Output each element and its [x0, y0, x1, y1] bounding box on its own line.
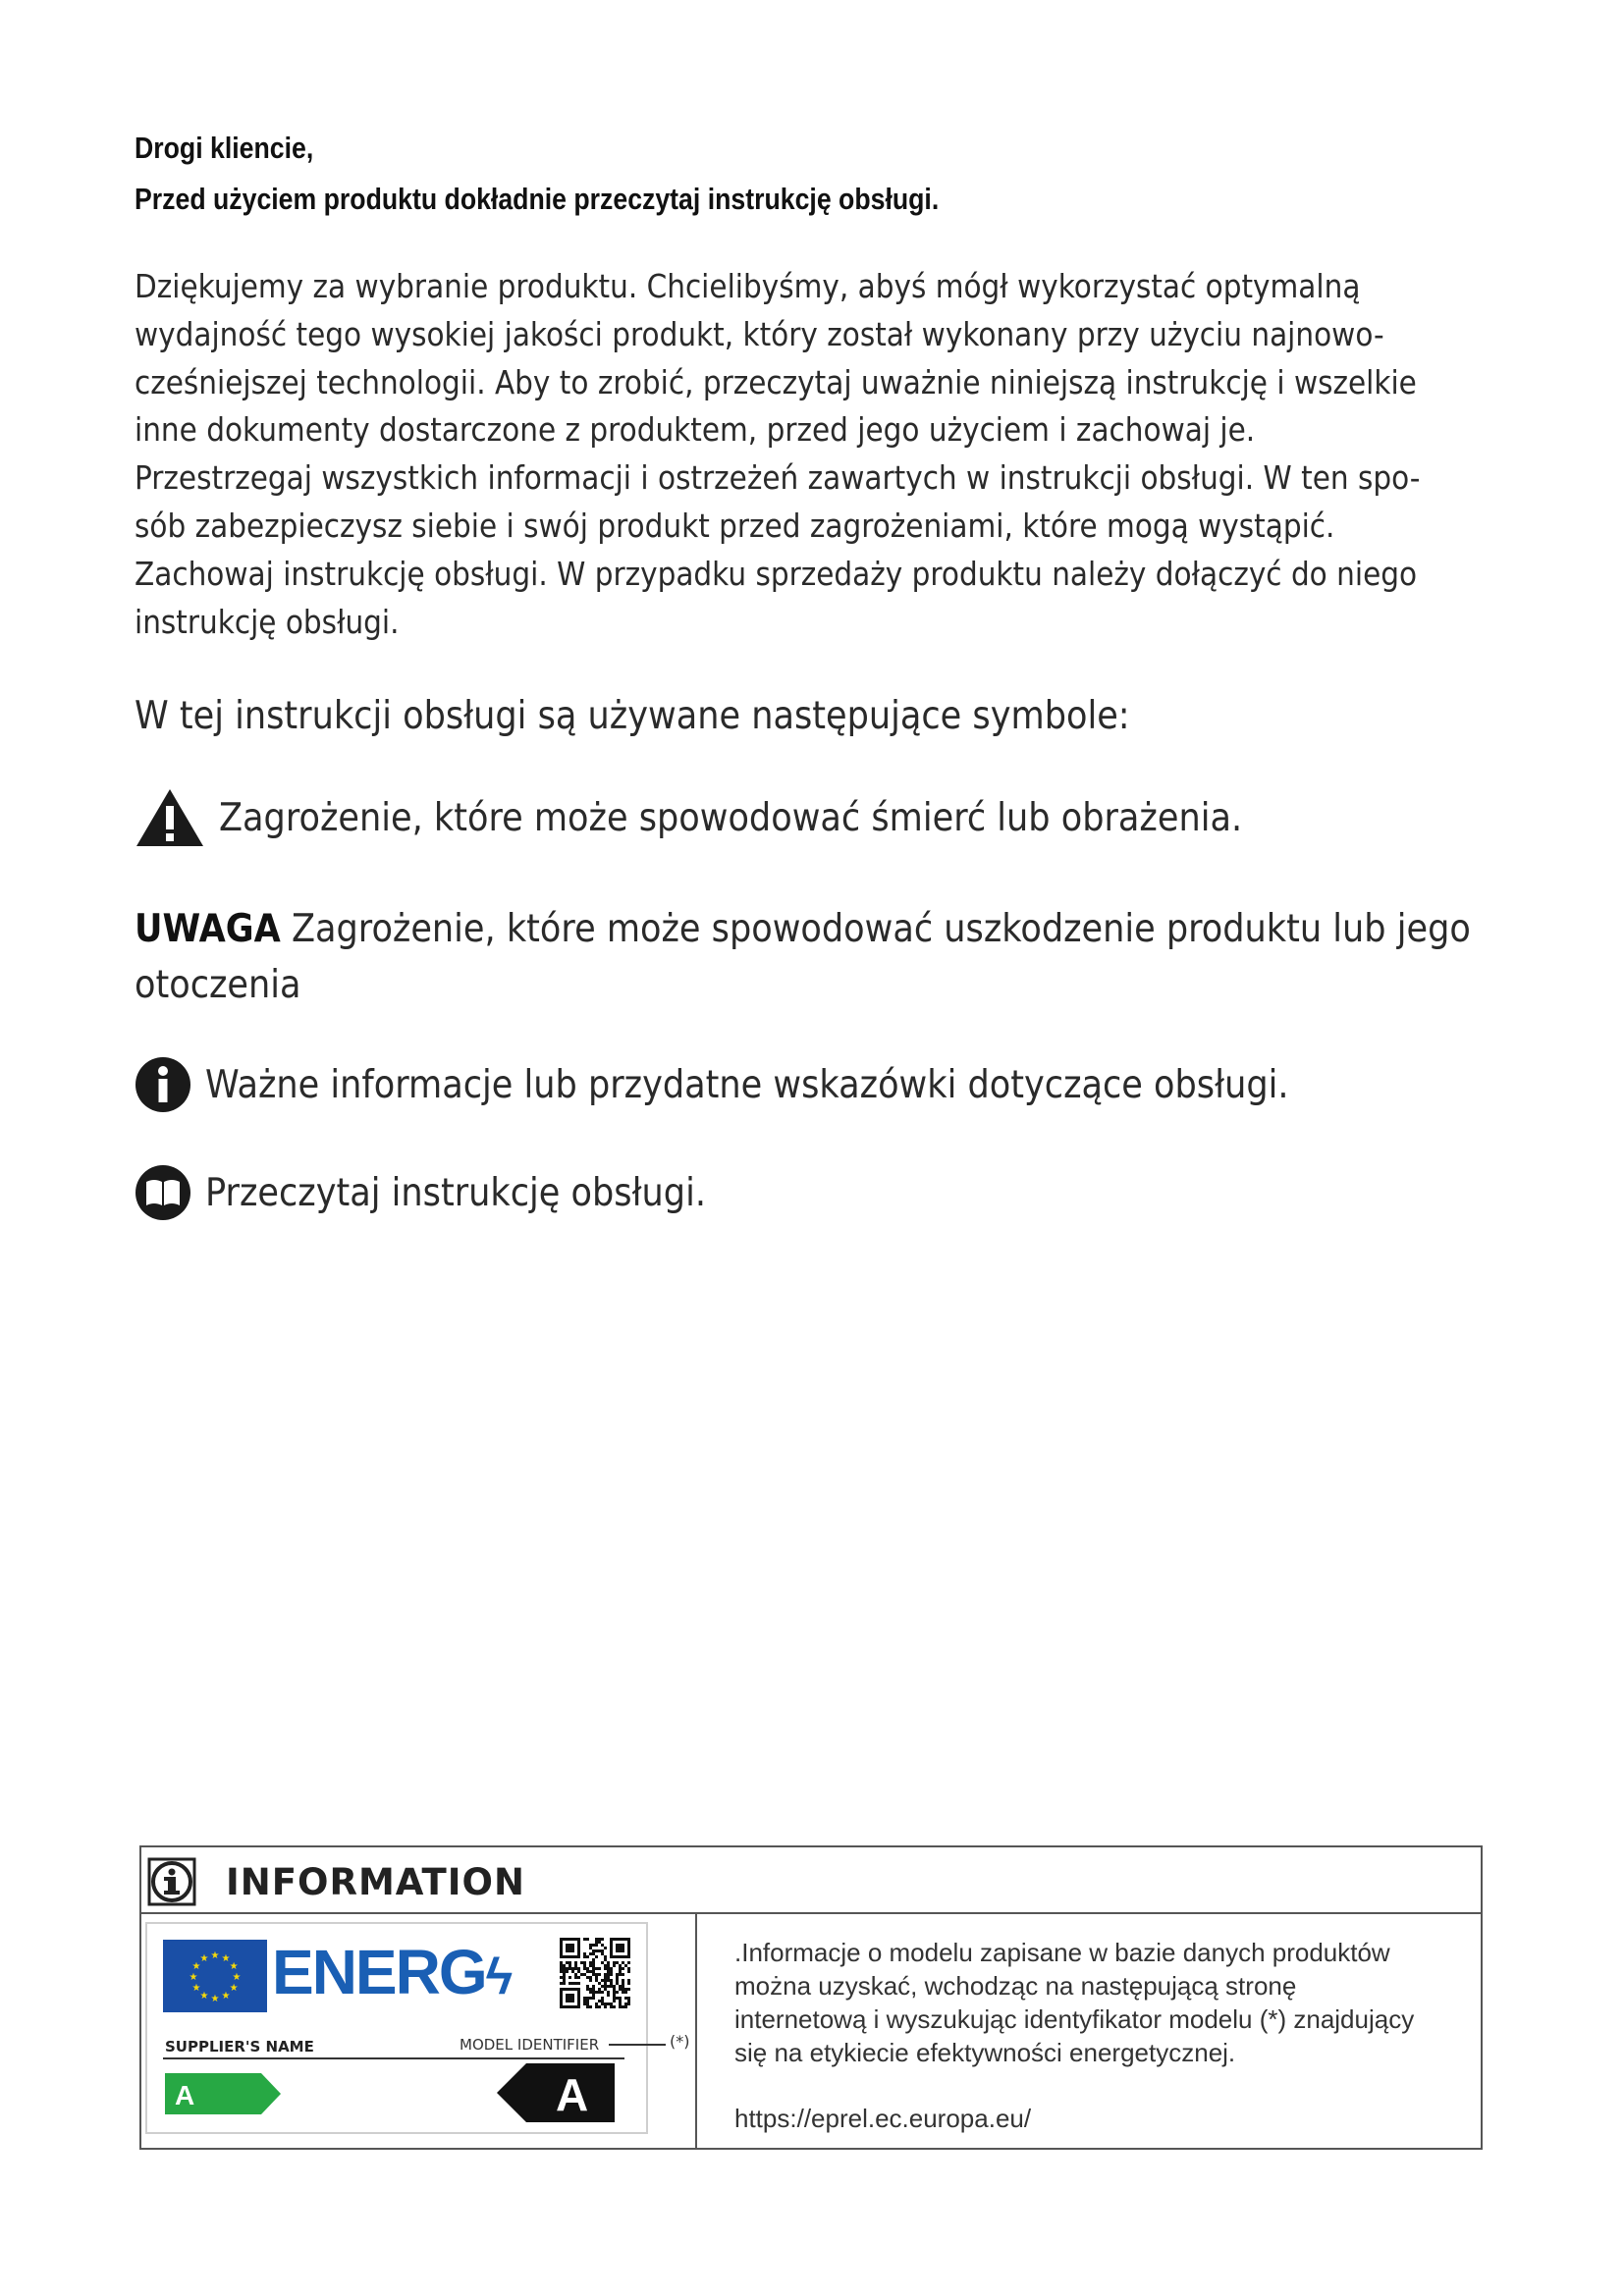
qr-module — [627, 1967, 630, 1970]
danger-text: Zagrożenie, które może spowodować śmierć lub obrażenia. — [219, 795, 1243, 840]
qr-module — [604, 1982, 607, 1985]
qr-module — [583, 1973, 586, 1976]
read-instructions-line: Przed użyciem produktu dokładnie przeczytaj instrukcję obsługi. — [135, 182, 940, 216]
qr-module — [574, 1964, 577, 1967]
qr-module — [586, 2002, 589, 2005]
qr-module — [571, 1982, 574, 1985]
qr-module — [586, 1955, 589, 1958]
qr-module — [601, 1979, 604, 1982]
qr-module — [568, 1967, 571, 1970]
warning-triangle-icon — [135, 786, 205, 849]
qr-module — [589, 1976, 592, 1979]
qr-module — [592, 1967, 595, 1970]
qr-module — [601, 1938, 604, 1941]
qr-module — [604, 1967, 607, 1970]
manual-text: Przeczytaj instrukcję obsługi. — [205, 1170, 706, 1215]
qr-module — [566, 1994, 574, 2002]
qr-module — [595, 1941, 598, 1944]
qr-module — [583, 2002, 586, 2005]
qr-module — [622, 1982, 624, 1985]
energy-word: ENERG — [272, 1937, 486, 2007]
qr-module — [607, 1964, 610, 1967]
eu-flag-icon — [163, 1940, 267, 2012]
qr-module — [586, 1938, 589, 1941]
uwaga-text: Zagrożenie, które może spowodować uszkodzenie produktu lub jego — [291, 907, 1471, 951]
qr-module — [589, 1952, 592, 1955]
qr-module — [592, 1952, 595, 1955]
intro-line: Dziękujemy za wybranie produktu. Chcielibyśmy, abyś mógł wykorzystać optymalną — [135, 267, 1361, 305]
qr-module — [598, 1973, 601, 1976]
qr-module — [601, 1952, 604, 1955]
qr-module — [586, 1970, 589, 1973]
qr-module — [595, 1991, 598, 1994]
qr-module — [616, 1961, 619, 1964]
qr-module — [592, 1958, 595, 1961]
qr-module — [622, 1961, 624, 1964]
qr-module — [595, 2005, 598, 2008]
qr-module — [568, 1982, 571, 1985]
qr-module — [592, 1944, 595, 1947]
qr-module — [601, 1949, 604, 1952]
qr-module — [627, 1988, 630, 1991]
qr-module — [568, 1976, 571, 1979]
qr-module — [583, 1938, 586, 1941]
qr-module — [601, 2002, 604, 2005]
qr-module — [619, 2000, 622, 2002]
qr-module — [604, 1964, 607, 1967]
eu-star: ★ — [229, 1961, 239, 1972]
qr-module — [560, 1964, 563, 1967]
qr-module — [586, 1976, 589, 1979]
qr-module — [586, 1985, 589, 1988]
information-header — [141, 1847, 1481, 1914]
qr-module — [619, 1985, 622, 1988]
intro-line: sób zabezpieczysz siebie i swój produkt przed zagrożeniami, które mogą wystąpić. — [135, 506, 1335, 545]
qr-module — [627, 2002, 630, 2005]
intro-line: Przestrzegaj wszystkich informacji i ostrzeżeń zawartych w instrukcji obsługi. W ten spo- — [135, 458, 1421, 498]
qr-module — [619, 1997, 622, 2000]
qr-module — [619, 1967, 622, 1970]
qr-module — [624, 1991, 627, 1994]
intro-line: instrukcję obsługi. — [135, 602, 400, 641]
eu-star: ★ — [191, 1961, 201, 1972]
energy-class-large — [497, 2063, 615, 2127]
qr-module — [607, 1970, 610, 1973]
qr-module — [610, 2002, 613, 2005]
qr-module — [571, 1967, 574, 1970]
qr-module — [627, 1961, 630, 1964]
qr-module — [598, 1991, 601, 1994]
greeting-line: Drogi kliencie, — [135, 131, 314, 165]
qr-module — [595, 1938, 598, 1941]
qr-module — [592, 1970, 595, 1973]
qr-module — [619, 2005, 622, 2008]
info-text: Ważne informacje lub przydatne wskazówki dotyczące obsługi. — [205, 1062, 1289, 1107]
intro-line: Zachowaj instrukcję obsługi. W przypadku sprzedaży produktu należy dołączyć do niego — [135, 554, 1418, 593]
qr-module — [589, 1991, 592, 1994]
qr-module — [589, 1979, 592, 1982]
qr-module — [627, 2000, 630, 2002]
qr-module — [616, 1944, 624, 1952]
qr-module — [604, 1958, 607, 1961]
eu-star: ★ — [210, 1950, 220, 1961]
qr-module — [589, 1961, 592, 1964]
book-icon — [135, 1164, 191, 1221]
qr-module — [624, 1964, 627, 1967]
qr-module — [604, 1985, 607, 1988]
qr-module — [607, 1985, 610, 1988]
qr-module — [613, 1994, 616, 1997]
information-text-line: się na etykiecie efektywności energetycznej. — [734, 2038, 1236, 2067]
qr-module — [580, 1973, 583, 1976]
qr-module — [568, 1961, 571, 1964]
qr-module — [589, 1944, 592, 1947]
qr-module — [598, 2005, 601, 2008]
qr-module — [613, 2000, 616, 2002]
info-symbol-row — [135, 1055, 1409, 1114]
qr-module — [619, 1988, 622, 1991]
qr-module — [622, 1979, 624, 1982]
qr-module — [601, 1991, 604, 1994]
info-outline-icon — [147, 1857, 196, 1911]
qr-module — [592, 1991, 595, 1994]
qr-module — [607, 1961, 610, 1964]
qr-module — [566, 1961, 568, 1964]
qr-module — [592, 1949, 595, 1952]
qr-module — [598, 2000, 601, 2002]
qr-module — [604, 1947, 607, 1949]
qr-module — [560, 1976, 563, 1979]
qr-module — [589, 1988, 592, 1991]
qr-module — [624, 1988, 627, 1991]
qr-module — [598, 1988, 601, 1991]
information-text-line: można uzyskać, wchodząc na następującą stronę — [734, 1971, 1297, 2001]
manual-symbol-row — [135, 1163, 762, 1222]
qr-module — [583, 1952, 586, 1955]
qr-module — [592, 1961, 595, 1964]
qr-module — [610, 1967, 613, 1970]
qr-module — [624, 1997, 627, 2000]
qr-module — [613, 1991, 616, 1994]
qr-module — [583, 1967, 586, 1970]
qr-module — [613, 1964, 616, 1967]
information-text — [734, 1936, 1461, 2135]
qr-module — [607, 1991, 610, 1994]
qr-module — [595, 1967, 598, 1970]
qr-module — [563, 1973, 566, 1976]
eu-star: ★ — [232, 1972, 242, 1983]
qr-module — [566, 1967, 568, 1970]
qr-module — [586, 1988, 589, 1991]
qr-module — [607, 1976, 610, 1979]
intro-line: wydajność tego wysokiej jakości produkt, który został wykonany przy użyciu najnowo- — [135, 314, 1384, 353]
qr-module — [598, 1967, 601, 1970]
qr-module — [592, 1997, 595, 2000]
qr-module — [604, 1976, 607, 1979]
energy-class-small-letter: A — [175, 2080, 195, 2110]
qr-module — [583, 1997, 586, 2000]
qr-module — [577, 1982, 580, 1985]
qr-module — [604, 2002, 607, 2005]
qr-module — [616, 1982, 619, 1985]
qr-module — [616, 1979, 619, 1982]
qr-module — [595, 1944, 598, 1947]
qr-module — [563, 1964, 566, 1967]
energy-label-title — [272, 1936, 511, 2008]
eu-star: ★ — [189, 1972, 198, 1983]
qr-module — [610, 2005, 613, 2008]
intro-line: inne dokumenty dostarczone z produktem, przed jego użyciem i zachowaj je. — [135, 410, 1256, 450]
qr-module — [622, 1991, 624, 1994]
qr-module — [560, 1961, 563, 1964]
intro-line: cześniejszej technologii. Aby to zrobić, przeczytaj uważnie niniejszą instrukcję i wszelkie — [135, 362, 1417, 401]
qr-module — [613, 2005, 616, 2008]
eu-star: ★ — [221, 1952, 231, 1964]
qr-module — [560, 1967, 563, 1970]
energy-label — [145, 1922, 690, 2134]
qr-module — [595, 1973, 598, 1976]
qr-module — [613, 1985, 616, 1988]
qr-module — [595, 2002, 598, 2005]
qr-module — [589, 1970, 592, 1973]
information-text-line: .Informacje o modelu zapisane w bazie danych produktów — [734, 1938, 1390, 1967]
qr-module — [566, 1944, 574, 1952]
qr-module — [577, 1970, 580, 1973]
qr-module — [568, 1964, 571, 1967]
qr-module — [571, 1970, 574, 1973]
eu-star: ★ — [229, 1983, 239, 1994]
qr-module — [604, 1979, 607, 1982]
info-icon — [135, 1056, 191, 1113]
uwaga-block — [135, 901, 1529, 1013]
qr-module — [616, 1991, 619, 1994]
qr-module — [604, 2005, 607, 2008]
qr-module — [592, 1985, 595, 1988]
qr-module — [610, 1973, 613, 1976]
qr-module — [619, 1970, 622, 1973]
qr-module — [598, 1982, 601, 1985]
qr-module — [607, 1973, 610, 1976]
qr-module — [563, 1982, 566, 1985]
qr-module — [592, 1973, 595, 1976]
qr-module — [619, 1964, 622, 1967]
qr-module — [586, 1997, 589, 2000]
qr-module — [601, 2000, 604, 2002]
qr-module — [574, 1982, 577, 1985]
qr-module — [627, 1997, 630, 2000]
qr-module — [589, 2005, 592, 2008]
eu-star: ★ — [199, 1991, 209, 2002]
supplier-name: SUPPLIER'S NAME — [165, 2038, 314, 2056]
qr-module — [598, 1941, 601, 1944]
qr-module — [574, 1961, 577, 1964]
qr-module — [610, 1985, 613, 1988]
eu-star: ★ — [210, 1994, 220, 2004]
model-identifier: MODEL IDENTIFIER — [460, 2036, 600, 2054]
lightning-icon: ϟ — [485, 1949, 512, 2005]
qr-module — [586, 2000, 589, 2002]
qr-module — [586, 2005, 589, 2008]
qr-module — [592, 1988, 595, 1991]
information-title: INFORMATION — [226, 1861, 525, 1903]
qr-module — [592, 1964, 595, 1967]
qr-module — [624, 2005, 627, 2008]
qr-module — [616, 1973, 619, 1976]
qr-module — [622, 1985, 624, 1988]
qr-module — [595, 1979, 598, 1982]
qr-module — [613, 1997, 616, 2000]
qr-module — [595, 1976, 598, 1979]
qr-module — [601, 1961, 604, 1964]
qr-module — [589, 1997, 592, 2000]
qr-module — [598, 1949, 601, 1952]
qr-module — [622, 2005, 624, 2008]
model-star-note: (*) — [670, 2032, 690, 2051]
qr-module — [566, 1970, 568, 1973]
qr-module — [577, 1976, 580, 1979]
qr-module — [627, 1970, 630, 1973]
arrow-line — [609, 2044, 666, 2046]
qr-module — [583, 2000, 586, 2002]
qr-module — [583, 1964, 586, 1967]
qr-module — [589, 1964, 592, 1967]
qr-module — [607, 1979, 610, 1982]
qr-module — [627, 1982, 630, 1985]
eu-star: ★ — [199, 1952, 209, 1964]
greeting-block — [135, 123, 1509, 225]
qr-module — [589, 1947, 592, 1949]
qr-module — [616, 1997, 619, 2000]
uwaga-label: UWAGA — [135, 907, 281, 951]
qr-module — [610, 1979, 613, 1982]
qr-module — [610, 1970, 613, 1973]
qr-module — [624, 2002, 627, 2005]
qr-module — [577, 1967, 580, 1970]
qr-module — [583, 1955, 586, 1958]
qr-module — [560, 1982, 563, 1985]
qr-module — [595, 1955, 598, 1958]
qr-module — [610, 1982, 613, 1985]
eu-star: ★ — [191, 1983, 201, 1994]
qr-module — [583, 1961, 586, 1964]
eu-star: ★ — [221, 1991, 231, 2002]
qr-module — [613, 1988, 616, 1991]
information-text-line: internetową i wyszukując identyfikator modelu (*) znajdujący — [734, 2004, 1415, 2034]
qr-module — [616, 1976, 619, 1979]
qr-module — [604, 1973, 607, 1976]
qr-module — [619, 1973, 622, 1976]
qr-module — [563, 1976, 566, 1979]
qr-module — [574, 1967, 577, 1970]
qr-module — [580, 1961, 583, 1964]
intro-paragraph — [135, 263, 1509, 646]
qr-code-icon — [560, 1938, 630, 2008]
information-box — [139, 1845, 1483, 2150]
qr-module — [622, 1967, 624, 1970]
eprel-link[interactable]: https://eprel.ec.europa.eu/ — [734, 2104, 1032, 2133]
qr-module — [595, 1949, 598, 1952]
qr-module — [563, 1979, 566, 1982]
energy-class-small — [165, 2073, 283, 2119]
qr-module — [604, 1988, 607, 1991]
qr-module — [622, 1988, 624, 1991]
qr-module — [619, 2002, 622, 2005]
label-divider — [163, 2057, 624, 2059]
qr-module — [560, 1970, 563, 1973]
information-divider — [695, 1914, 697, 2150]
uwaga-text-continued: otoczenia — [135, 963, 301, 1007]
qr-module — [622, 1973, 624, 1976]
qr-module — [601, 1944, 604, 1947]
qr-module — [627, 1979, 630, 1982]
qr-module — [604, 1955, 607, 1958]
qr-module — [607, 1994, 610, 1997]
qr-module — [563, 1970, 566, 1973]
symbols-heading: W tej instrukcji obsługi są używane następujące symbole: — [135, 694, 1130, 738]
energy-class-large-letter: A — [556, 2069, 589, 2120]
qr-module — [574, 1973, 577, 1976]
qr-module — [601, 1985, 604, 1988]
qr-module — [607, 1967, 610, 1970]
qr-module — [563, 1967, 566, 1970]
qr-module — [574, 1976, 577, 1979]
qr-module — [607, 2002, 610, 2005]
qr-module — [598, 1938, 601, 1941]
qr-module — [613, 1961, 616, 1964]
qr-module — [586, 1967, 589, 1970]
danger-symbol-row — [135, 783, 1356, 852]
qr-module — [592, 1994, 595, 1997]
qr-module — [601, 1997, 604, 2000]
